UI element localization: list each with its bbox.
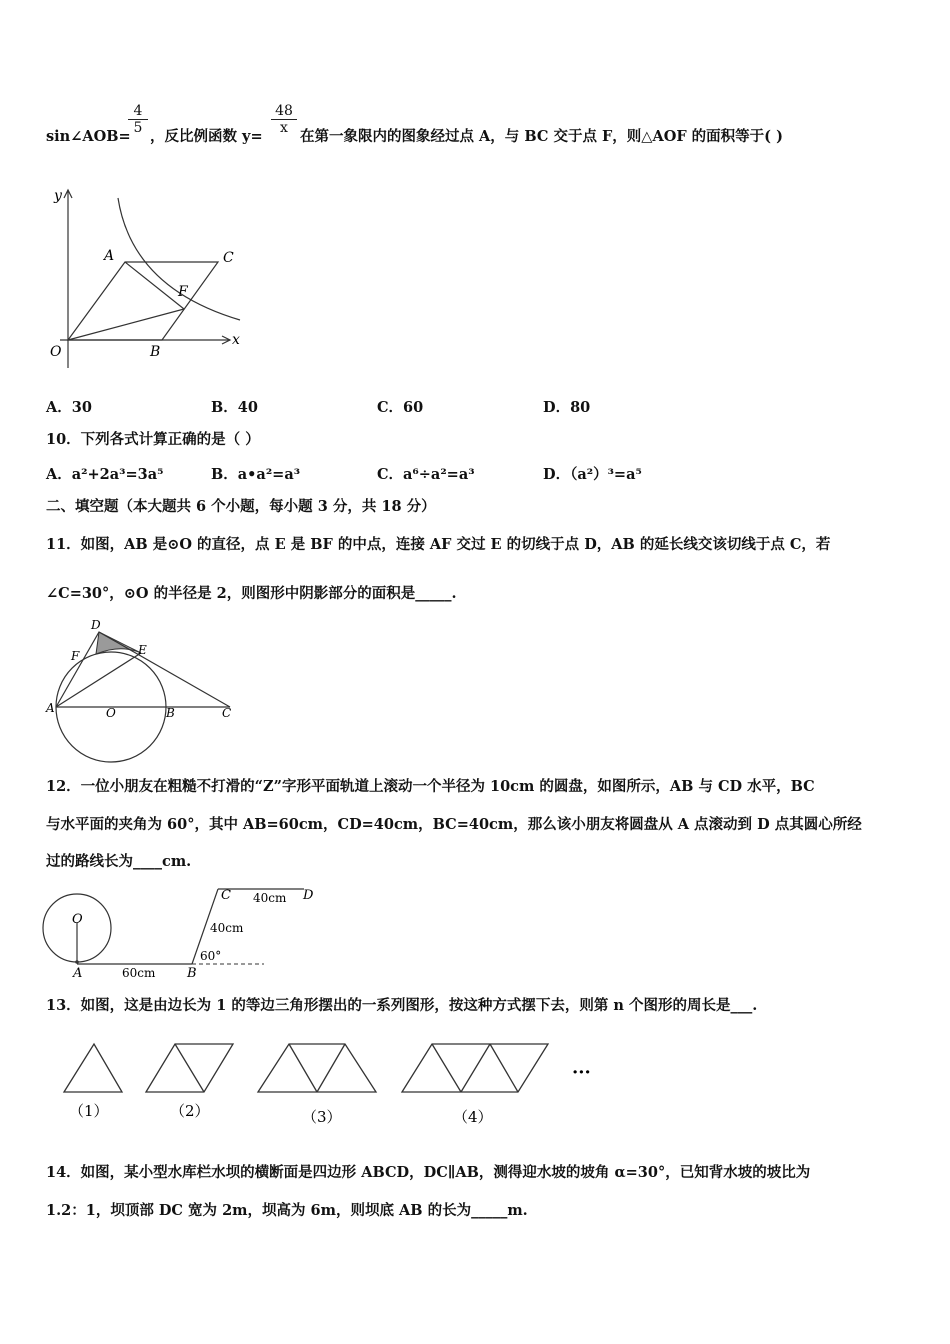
q9-mid: ，反比例函数 y=	[150, 128, 263, 145]
label-o: O	[72, 912, 83, 927]
q9-option-d[interactable]: D．80	[543, 399, 591, 416]
shape-3	[258, 1044, 376, 1092]
label-b: B	[166, 706, 175, 720]
label-f: F	[178, 284, 188, 300]
label-ab-length: 60cm	[122, 966, 156, 980]
label-angle: 60°	[200, 949, 222, 963]
parallelogram-oabc	[68, 262, 218, 340]
label-d: D	[303, 888, 314, 903]
q9-option-c[interactable]: C．60	[377, 399, 424, 416]
label-c: C	[221, 888, 231, 903]
fraction-denominator: 5	[133, 120, 143, 136]
q13-stem: 13．如图，这是由边长为 1 的等边三角形摆出的一系列图形，按这种方式摆下去，则第 n 个图形的周长是___.	[46, 997, 758, 1014]
fraction-denominator: x	[280, 120, 288, 136]
q12-line2: 与水平面的夹角为 60°，其中 AB=60cm，CD=40cm，BC=40cm，那么该小朋友将圆盘从 A 点滚动到 D 点其圆心所经	[46, 816, 862, 833]
q9-prefix: sin∠AOB=	[46, 128, 131, 145]
q14-line1: 14．如图，某小型水库栏水坝的横断面是四边形 ABCD，DC∥AB，测得迎水坡的坡角 α=30°，已知背水坡的坡比为	[46, 1164, 811, 1181]
q11-line1: 11．如图，AB 是⊙O 的直径，点 E 是 BF 的中点，连接 AF 交过 E 的切线于点 D，AB 的延长线交该切线于点 C，若	[46, 536, 831, 553]
label-d: D	[91, 618, 101, 632]
label-x: x	[232, 332, 240, 348]
q14-line2: 1.2：1，坝顶部 DC 宽为 2m，坝高为 6m，则坝底 AB 的长为_____m.	[46, 1202, 528, 1219]
caption-2: （2）	[170, 1102, 210, 1120]
label-e: E	[138, 643, 147, 657]
label-o: O	[106, 706, 116, 720]
q10-option-d[interactable]: D．（a²）³=a⁵	[543, 466, 642, 483]
q10-option-a[interactable]: A．a²+2a³=3a⁵	[46, 466, 164, 483]
q10-stem: 10．下列各式计算正确的是（ ）	[46, 431, 260, 448]
q9-fraction-function	[271, 103, 297, 136]
fraction-numerator: 4	[128, 103, 148, 120]
label-y: y	[54, 188, 62, 204]
q9-stem	[46, 127, 131, 147]
q12-line1: 12．一位小朋友在粗糙不打滑的“Z”字形平面轨道上滚动一个半径为 10cm 的圆盘，如图所示，AB 与 CD 水平，BC	[46, 778, 815, 795]
line-ae	[56, 653, 141, 707]
ellipsis: ···	[572, 1062, 591, 1083]
hyperbola-curve	[118, 198, 240, 320]
q11-line2: ∠C=30°，⊙O 的半径是 2，则图形中阴影部分的面积是_____.	[46, 585, 457, 602]
q12-figure	[42, 885, 322, 980]
q10-option-c[interactable]: C．a⁶÷a²=a³	[377, 466, 475, 483]
label-cd-length: 40cm	[253, 891, 287, 905]
q9-suffix: 在第一象限内的图象经过点 A，与 BC 交于点 F，则△AOF 的面积等于( )	[300, 128, 783, 145]
label-a: A	[104, 248, 115, 264]
shape-1	[64, 1044, 122, 1092]
label-a: A	[73, 966, 83, 981]
q11-figure	[45, 616, 240, 764]
section-heading: 二、填空题（本大题共 6 个小题，每小题 3 分，共 18 分）	[46, 498, 436, 515]
q9-option-a[interactable]: A．30	[46, 399, 92, 416]
segment-af	[125, 262, 184, 309]
fraction-numerator: 48	[271, 103, 297, 120]
label-c: C	[222, 706, 232, 720]
label-f: F	[71, 649, 80, 663]
label-a: A	[46, 701, 55, 715]
label-bc-length: 40cm	[210, 921, 244, 935]
q13-figure	[40, 1036, 660, 1136]
label-c: C	[223, 250, 234, 266]
caption-1: （1）	[69, 1102, 109, 1120]
q9-option-b[interactable]: B．40	[211, 399, 258, 416]
q10-option-b[interactable]: B．a•a²=a³	[211, 466, 301, 483]
line-ad	[56, 632, 99, 707]
q9-fraction-sin	[128, 103, 148, 136]
caption-3: （3）	[302, 1108, 342, 1126]
q9-figure	[40, 178, 280, 378]
label-b: B	[187, 966, 197, 981]
label-o: O	[50, 344, 62, 360]
caption-4: （4）	[453, 1108, 493, 1126]
q12-line3: 过的路线长为____cm.	[46, 853, 192, 870]
label-b: B	[150, 344, 161, 360]
segment-of	[68, 309, 184, 340]
